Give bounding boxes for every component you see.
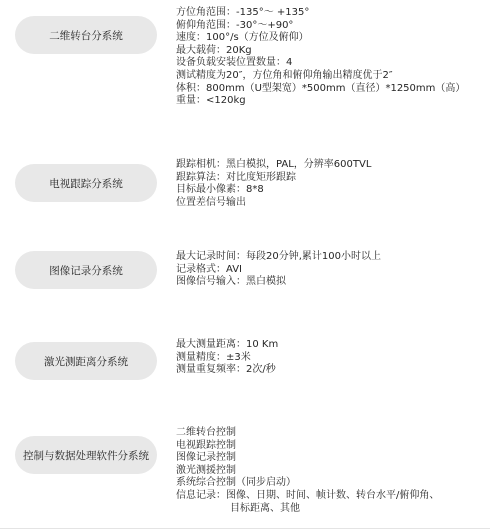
spec-list-control-software [176, 427, 439, 515]
section-title-laser-ranging: 激光测距离分系统 [15, 342, 157, 380]
spec-item: 测量重复频率：2次/秒 [176, 364, 276, 376]
spec-item: 图像信号输入：黑白模拟 [176, 276, 286, 288]
section-title-control-software: 控制与数据处理软件分系统 [15, 436, 157, 474]
spec-item: 电视跟踪控制 [176, 439, 236, 451]
spec-item: 最大测量距离：10 Km [176, 339, 279, 350]
spec-item: 二维转台控制 [176, 427, 236, 438]
spec-item: 记录格式：AVI [176, 263, 242, 275]
spec-list-image-recording [176, 251, 381, 289]
spec-item: 目标距离、其他 [230, 502, 300, 514]
spec-item: 图像记录控制 [176, 452, 236, 464]
spec-list-laser-ranging [176, 339, 278, 377]
spec-item: 方位角范围：-135°～ +135° [176, 7, 310, 18]
spec-item: 信息记录：图像、日期、时间、帧计数、转台水平/俯仰角、 [176, 489, 440, 501]
spec-item: 跟踪相机：黑白模拟，PAL，分辨率600TVL [176, 159, 372, 170]
spec-item: 目标最小像素：8*8 [176, 184, 264, 196]
spec-item: 测试精度为20″，方位角和俯仰角输出精度优于2″ [176, 69, 393, 81]
spec-item: 俯仰角范围：-30°～+90° [176, 19, 294, 31]
spec-item: 体积：800mm（U型架宽）*500mm（直径）*1250mm（高） [176, 82, 466, 94]
spec-item: 系统综合控制（同步启动） [176, 477, 296, 489]
spec-item: 最大记录时间：每段20分钟,累计100小时以上 [176, 251, 381, 262]
spec-item: 位置差信号输出 [176, 196, 246, 208]
section-title-image-recording: 图像记录分系统 [15, 251, 157, 289]
spec-item: 速度：100°/s（方位及俯仰） [176, 32, 309, 44]
spec-item: 跟踪算法：对比度矩形跟踪 [176, 171, 296, 183]
spec-item: 激光测援控制 [176, 464, 236, 476]
spec-list-tv-tracking [176, 159, 371, 209]
spec-item: 设备负载安装位置数量：4 [176, 57, 293, 69]
spec-item: 重量：<120kg [176, 95, 246, 107]
section-title-turntable: 二维转台分系统 [15, 16, 157, 54]
spec-list-turntable [176, 7, 465, 108]
spec-item: 测量精度：±3米 [176, 351, 251, 363]
section-title-tv-tracking: 电视跟踪分系统 [15, 164, 157, 202]
bottom-divider [0, 528, 490, 529]
spec-item: 最大载荷：20Kg [176, 44, 252, 56]
